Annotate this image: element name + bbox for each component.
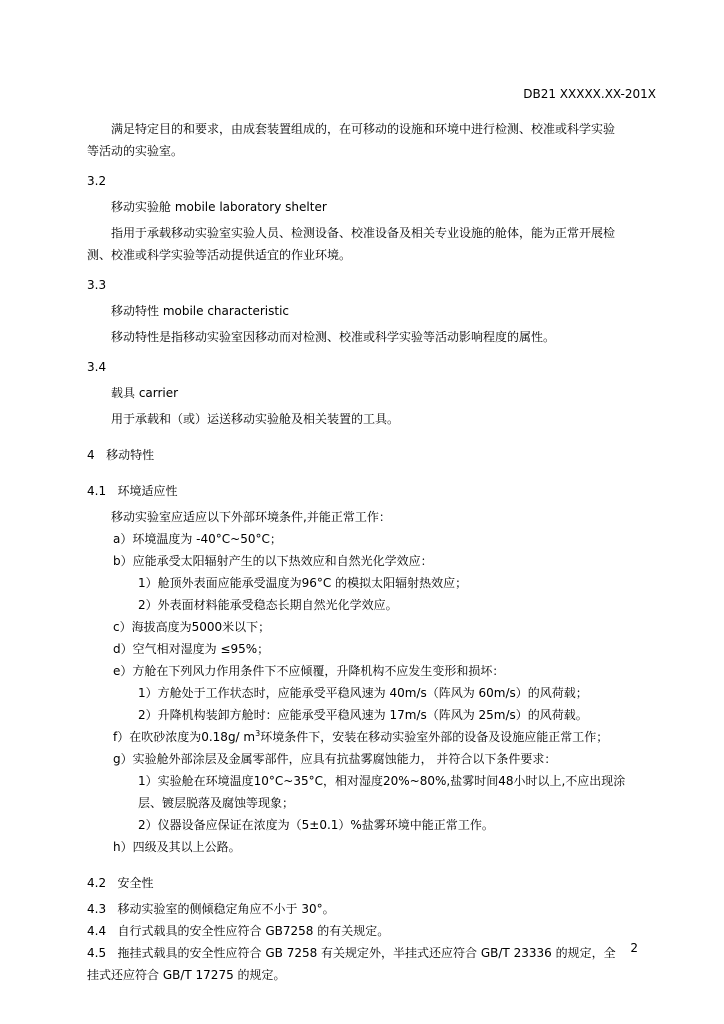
term-title: 载具 carrier	[111, 386, 179, 400]
sub-list-item: 2）仪器设备应保证在浓度为（5±0.1）%盐雾环境中能正常工作。	[138, 818, 494, 832]
superscript: 3	[255, 729, 261, 738]
list-item: h）四级及其以上公路。	[113, 840, 241, 854]
paragraph-line: 等活动的实验室。	[87, 144, 184, 158]
sub-list-item: 1）舱顶外表面应能承受温度为96°C 的模拟太阳辐射热效应；	[138, 576, 468, 590]
document-body	[87, 118, 657, 986]
list-item: g）实验舱外部涂层及金属零部件，应具有抗盐雾腐蚀能力， 并符合以下条件要求：	[113, 752, 557, 766]
list-item-text: f）在吹砂浓度为0.18g/ m	[113, 730, 256, 744]
term-number: 3.2	[87, 174, 107, 188]
clause-line: 4.4 自行式载具的安全性应符合 GB7258 的有关规定。	[87, 924, 390, 938]
list-item-text: 环境条件下，安装在移动实验室外部的设备及设施应能正常工作；	[260, 730, 609, 744]
clause-line: 4.3 移动实验室的侧倾稳定角应不小于 30°。	[87, 902, 335, 916]
list-item: b）应能承受太阳辐射产生的以下热效应和自然光化学效应：	[113, 554, 433, 568]
paragraph-line: 用于承载和（或）运送移动实验舱及相关装置的工具。	[111, 412, 400, 426]
paragraph-line: 指用于承载移动实验室实验人员、检测设备、校准设备及相关专业设施的舱体，能为正常开展检	[111, 226, 616, 240]
clause-line: 挂式还应符合 GB/T 17275 的规定。	[87, 968, 286, 982]
term-number: 3.3	[87, 278, 107, 292]
term-title: 移动实验舱 mobile laboratory shelter	[111, 200, 327, 214]
section-heading: 4 移动特性	[87, 448, 155, 462]
subsection-heading: 4.2 安全性	[87, 876, 154, 890]
list-item: c）海拔高度为5000米以下；	[113, 620, 271, 634]
sub-list-item: 2）外表面材料能承受稳态长期自然光化学效应。	[138, 598, 398, 612]
paragraph-line: 满足特定目的和要求，由成套装置组成的，在可移动的设施和环境中进行检测、校准或科学实验	[111, 122, 616, 136]
clause-line: 4.5 拖挂式载具的安全性应符合 GB 7258 有关规定外，半挂式还应符合 GB/T 23336 的规定，全	[87, 946, 616, 960]
sub-list-item-continued: 层、镀层脱落及腐蚀等现象；	[138, 796, 295, 810]
sub-list-item: 1）实验舱在环境温度10°C~35°C，相对湿度20%~80%,盐雾时间48小时以上,不应出现涂	[138, 774, 626, 788]
list-item	[87, 726, 657, 748]
paragraph-line: 测、校准或科学实验等活动提供适宜的作业环境。	[87, 248, 352, 262]
document-code: DB21 XXXXX.XX-201X	[523, 87, 656, 101]
paragraph-line: 移动实验室应适应以下外部环境条件,并能正常工作：	[111, 510, 391, 524]
page-number: 2	[630, 941, 638, 955]
term-title: 移动特性 mobile characteristic	[111, 304, 290, 318]
sub-list-item: 2）升降机构装卸方舱时：应能承受平稳风速为 17m/s（阵风为 25m/s）的风荷载。	[138, 708, 588, 722]
list-item: e）方舱在下列风力作用条件下不应倾覆，升降机构不应发生变形和损坏：	[113, 664, 505, 678]
term-number: 3.4	[87, 360, 107, 374]
list-item: d）空气相对湿度为 ≤95%；	[113, 642, 270, 656]
paragraph-line: 移动特性是指移动实验室因移动而对检测、校准或科学实验等活动影响程度的属性。	[111, 330, 556, 344]
subsection-heading: 4.1 环境适应性	[87, 484, 178, 498]
list-item: a）环境温度为 -40°C~50°C；	[113, 532, 282, 546]
sub-list-item: 1）方舱处于工作状态时，应能承受平稳风速为 40m/s（阵风为 60m/s）的风荷载；	[138, 686, 588, 700]
